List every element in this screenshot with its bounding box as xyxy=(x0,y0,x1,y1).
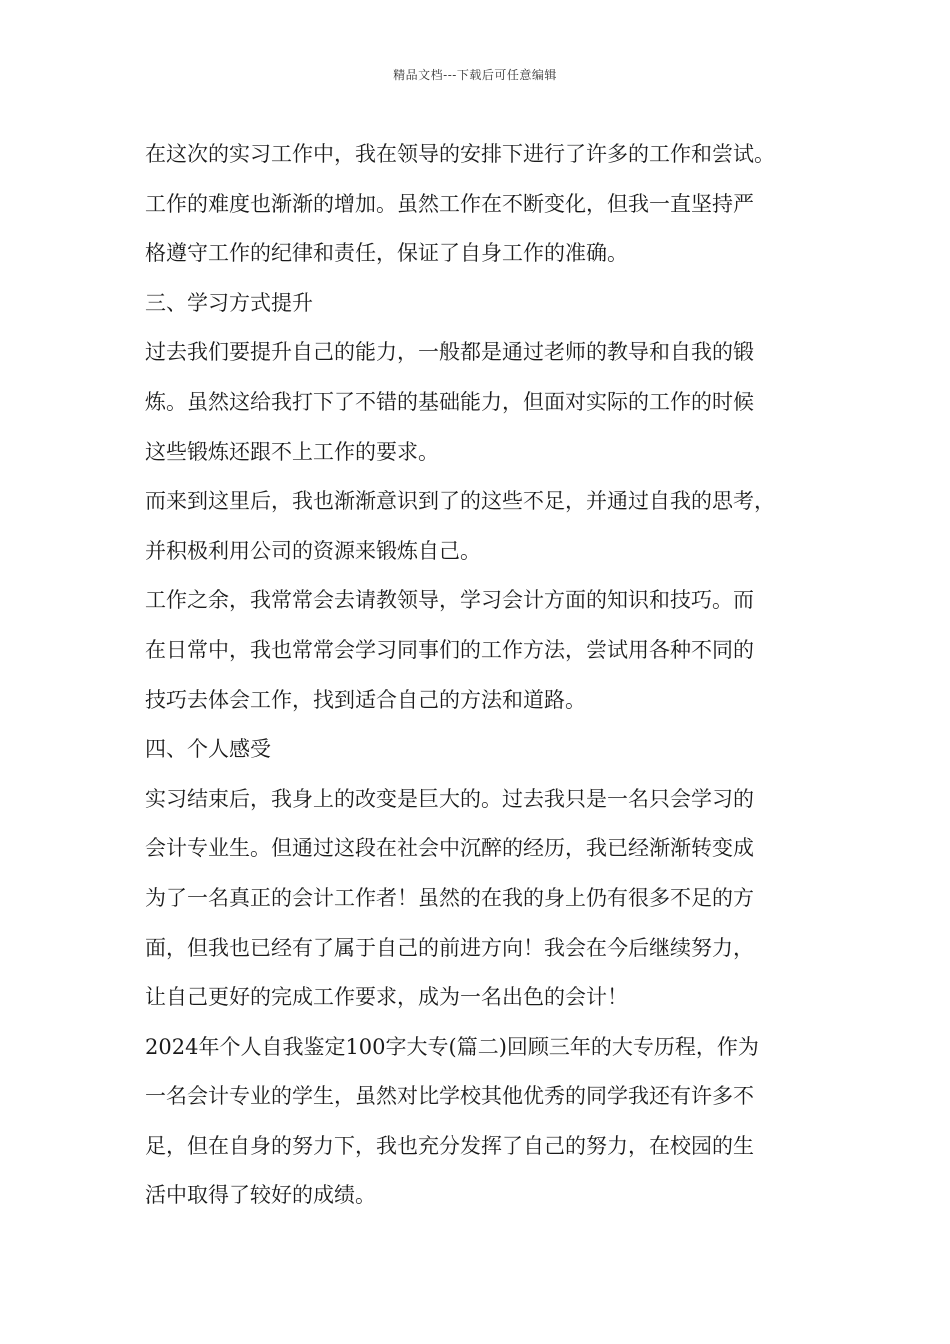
text-line: 面，但我也已经有了属于自己的前进方向！我会在今后继续努力， xyxy=(145,935,754,960)
text-line: 工作之余，我常常会去请教领导，学习会计方面的知识和技巧。而 xyxy=(145,588,754,613)
text-line: 而来到这里后，我也渐渐意识到了的这些不足，并通过自我的思考， xyxy=(145,489,775,514)
section-heading: 三、学习方式提升 xyxy=(145,290,313,315)
text-line: 这些锻炼还跟不上工作的要求。 xyxy=(145,439,439,464)
text-line: 技巧去体会工作，找到适合自己的方法和道路。 xyxy=(145,687,586,712)
text-line: 工作的难度也渐渐的增加。虽然工作在不断变化，但我一直坚持严 xyxy=(145,191,754,216)
text-line: 实习结束后，我身上的改变是巨大的。过去我只是一名只会学习的 xyxy=(145,786,754,811)
text-line: 炼。虽然这给我打下了不错的基础能力，但面对实际的工作的时候 xyxy=(145,389,754,414)
document-body xyxy=(145,130,835,1221)
text-line: 足，但在自身的努力下，我也充分发挥了自己的努力，在校园的生 xyxy=(145,1133,754,1158)
text-line: 在这次的实习工作中，我在领导的安排下进行了许多的工作和尝试。 xyxy=(145,142,775,166)
text-line: 在日常中，我也常常会学习同事们的工作方法，尝试用各种不同的 xyxy=(145,637,754,662)
text-line: 让自己更好的完成工作要求，成为一名出色的会计！ xyxy=(145,985,628,1010)
text-line: 为了一名真正的会计工作者！虽然的在我的身上仍有很多不足的方 xyxy=(145,885,754,910)
text-line: 会计专业生。但通过这段在社会中沉醉的经历，我已经渐渐转变成 xyxy=(145,836,754,861)
text-line: 并积极利用公司的资源来锻炼自己。 xyxy=(145,538,481,563)
text-line: 一名会计专业的学生，虽然对比学校其他优秀的同学我还有许多不 xyxy=(145,1084,754,1109)
text-line: 过去我们要提升自己的能力，一般都是通过老师的教导和自我的锻 xyxy=(145,340,754,365)
text-line: 2024年个人自我鉴定100字大专(篇二)回顾三年的大专历程，作为 xyxy=(145,1034,759,1059)
text-line: 格遵守工作的纪律和责任，保证了自身工作的准确。 xyxy=(145,241,628,266)
text-line: 活中取得了较好的成绩。 xyxy=(145,1183,376,1208)
page-header: 精品文档---下载后可任意编辑 xyxy=(393,68,557,82)
section-heading: 四、个人感受 xyxy=(145,737,271,762)
